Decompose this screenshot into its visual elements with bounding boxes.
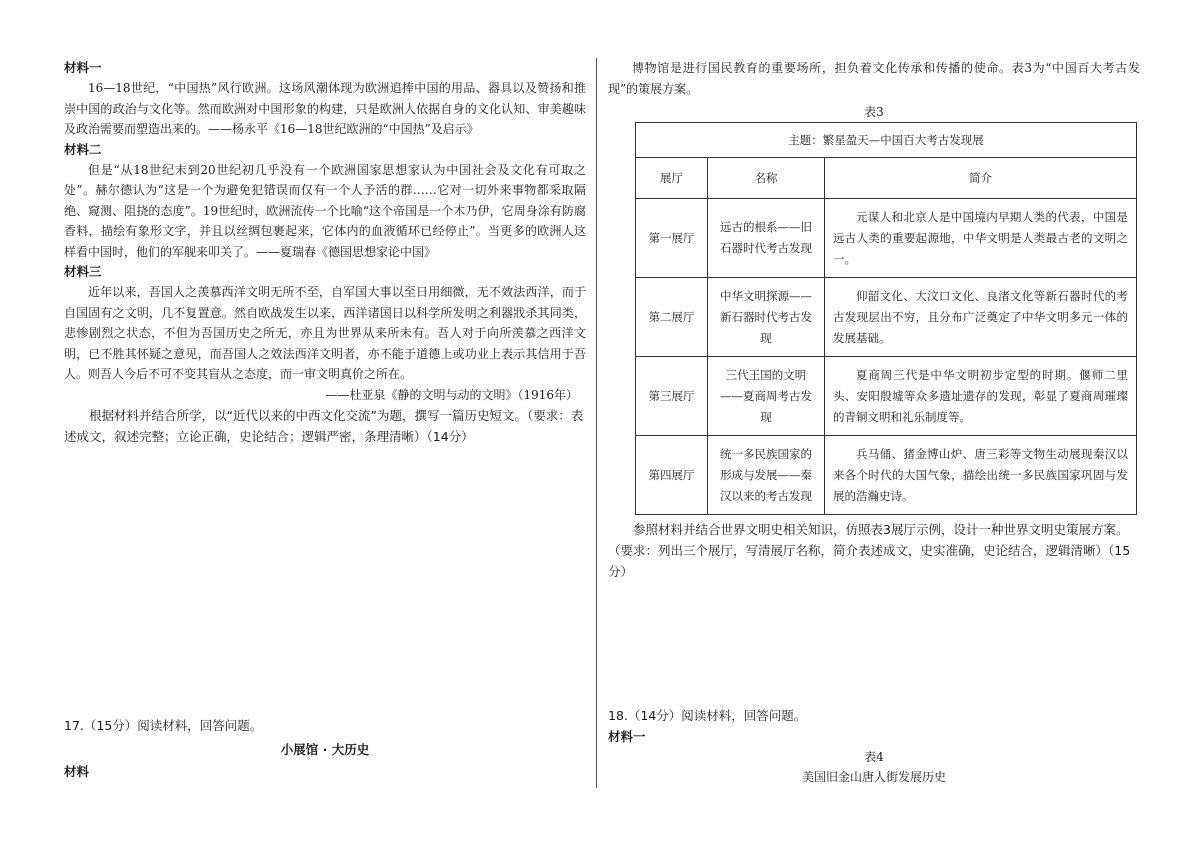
material-2-text: 但是“从18世纪末到20世纪初几乎没有一个欧洲国家思想家认为中国社会及文化有可取之处”。赫尔德认为“这是一个为避免犯错误而仅有一个人予活的群……它对一切外来事物都采取隔绝、窥测、阻挠的态度”。19世纪时，欧洲流传一个比喻“这个帝国是一个木乃伊，它周身涂有防腐香料，描绘有象形文字，并且以丝绸包裹起来，它体内的血液循环已经停止”。当更多的欧洲人这样看中国时，他们的军舰来叩关了。——夏瑞春《德国思想家论中国》 <box>64 162 586 259</box>
hall-cell: 第三展厅 <box>636 357 708 436</box>
table-3-caption: 表3 <box>864 105 884 119</box>
question-17-material-label: 材料 <box>64 764 90 779</box>
question-18-heading: 18.（14分）阅读材料，回答问题。 <box>608 708 807 723</box>
material-3-label: 材料三 <box>64 264 102 279</box>
hall-name-cell: 远古的根系——旧石器时代考古发现 <box>708 199 825 278</box>
hall-cell: 第四展厅 <box>636 436 708 515</box>
table-4-title: 美国旧金山唐人街发展历史 <box>801 770 946 784</box>
material-3-source: ——杜亚泉《静的文明与动的文明》（1916年） <box>325 387 578 402</box>
header-hall: 展厅 <box>636 158 708 199</box>
question-18-material-label: 材料一 <box>608 729 646 744</box>
material-3-text: 近年以来，吾国人之羡慕西洋文明无所不至，自军国大事以至日用细微，无不效法西洋，而于自国固有之文明，几不复置意。然自欧战发生以来，西洋诸国日以科学所发明之利器戕杀其同类，悲惨剧烈之状态，不但为吾国历史之所无，亦且为世界从来所未有。吾人对于向所羡慕之西洋文明，已不胜其怀疑之意见，而吾国人之效法西洋文明者，亦不能于道德上或功业上表示其信用于吾人。则吾人今后不可不变其盲从之态度，而一审文明真价之所在。 <box>64 285 586 381</box>
hall-intro-cell: 兵马俑、猪金博山炉、唐三彩等文物生动展现秦汉以来各个时代的大国气象，描绘出统一多民族国家巩固与发展的浩瀚史诗。 <box>825 436 1137 515</box>
table-theme: 主题：繁星盈天—中国百大考古发现展 <box>636 123 1137 158</box>
table-row <box>636 357 1137 436</box>
hall-name-cell: 中华文明探源——新石器时代考古发现 <box>708 278 825 357</box>
table-row <box>636 436 1137 515</box>
exhibit-title: 小展馆 · 大历史 <box>280 742 370 757</box>
header-intro: 简介 <box>825 158 1137 199</box>
exhibition-table <box>635 122 1137 515</box>
table-header-row <box>636 158 1137 199</box>
question-17-prompt: 参照材料并结合世界文明史相关知识，仿照表3展厅示例，设计一种世界文明史策展方案。（要求：列出三个展厅，写清展厅名称，简介表述成文，史实准确，史论结合，逻辑清晰）（15分） <box>608 522 1131 579</box>
question-17-heading: 17.（15分）阅读材料，回答问题。 <box>64 718 263 733</box>
hall-cell: 第二展厅 <box>636 278 708 357</box>
hall-name-cell: 三代王国的文明——夏商周考古发现 <box>708 357 825 436</box>
question-16-prompt: 根据材料并结合所学，以“近代以来的中西文化交流”为题，撰写一篇历史短文。（要求：表述成文，叙述完整；立论正确，史论结合；逻辑严密，条理清晰）（14分） <box>64 408 584 444</box>
table-theme-row <box>636 123 1137 158</box>
table-4-caption: 表4 <box>864 750 884 764</box>
hall-cell: 第一展厅 <box>636 199 708 278</box>
column-divider <box>596 58 597 788</box>
hall-intro-cell: 仰韶文化、大汶口文化、良渚文化等新石器时代的考古发现层出不穷，且分布广泛奠定了中华文明多元一体的发展基础。 <box>825 278 1137 357</box>
header-name: 名称 <box>708 158 825 199</box>
right-column <box>608 58 1140 582</box>
hall-name-cell: 统一多民族国家的形成与发展——秦汉以来的考古发现 <box>708 436 825 515</box>
hall-intro-cell: 夏商周三代是中华文明初步定型的时期。偃师二里头、安阳殷墟等众多遗址遗存的发现，彰显了夏商周璀璨的青铜文明和礼乐制度等。 <box>825 357 1137 436</box>
material-2-label: 材料二 <box>64 141 102 157</box>
table-row <box>636 278 1137 357</box>
table-row <box>636 199 1137 278</box>
left-column <box>64 58 586 447</box>
material-1-text: 16—18世纪，“中国热”风行欧洲。这场风潮体现为欧洲追捧中国的用品、器具以及赞扬和推崇中国的政治与文化等。然而欧洲对中国形象的构建，只是欧洲人依据自身的文化认知、审美趣味及政治需要而塑造出来的。——杨永平《16—18世纪欧洲的“中国热”及启示》 <box>64 81 586 136</box>
hall-intro-cell: 元谋人和北京人是中国境内早期人类的代表，中国是远古人类的重要起源地，中华文明是人类最古老的文明之一。 <box>825 199 1137 278</box>
material-1-label: 材料一 <box>64 60 102 75</box>
museum-intro: 博物馆是进行国民教育的重要场所，担负着文化传承和传播的使命。表3为“中国百大考古发现”的策展方案。 <box>608 61 1140 96</box>
